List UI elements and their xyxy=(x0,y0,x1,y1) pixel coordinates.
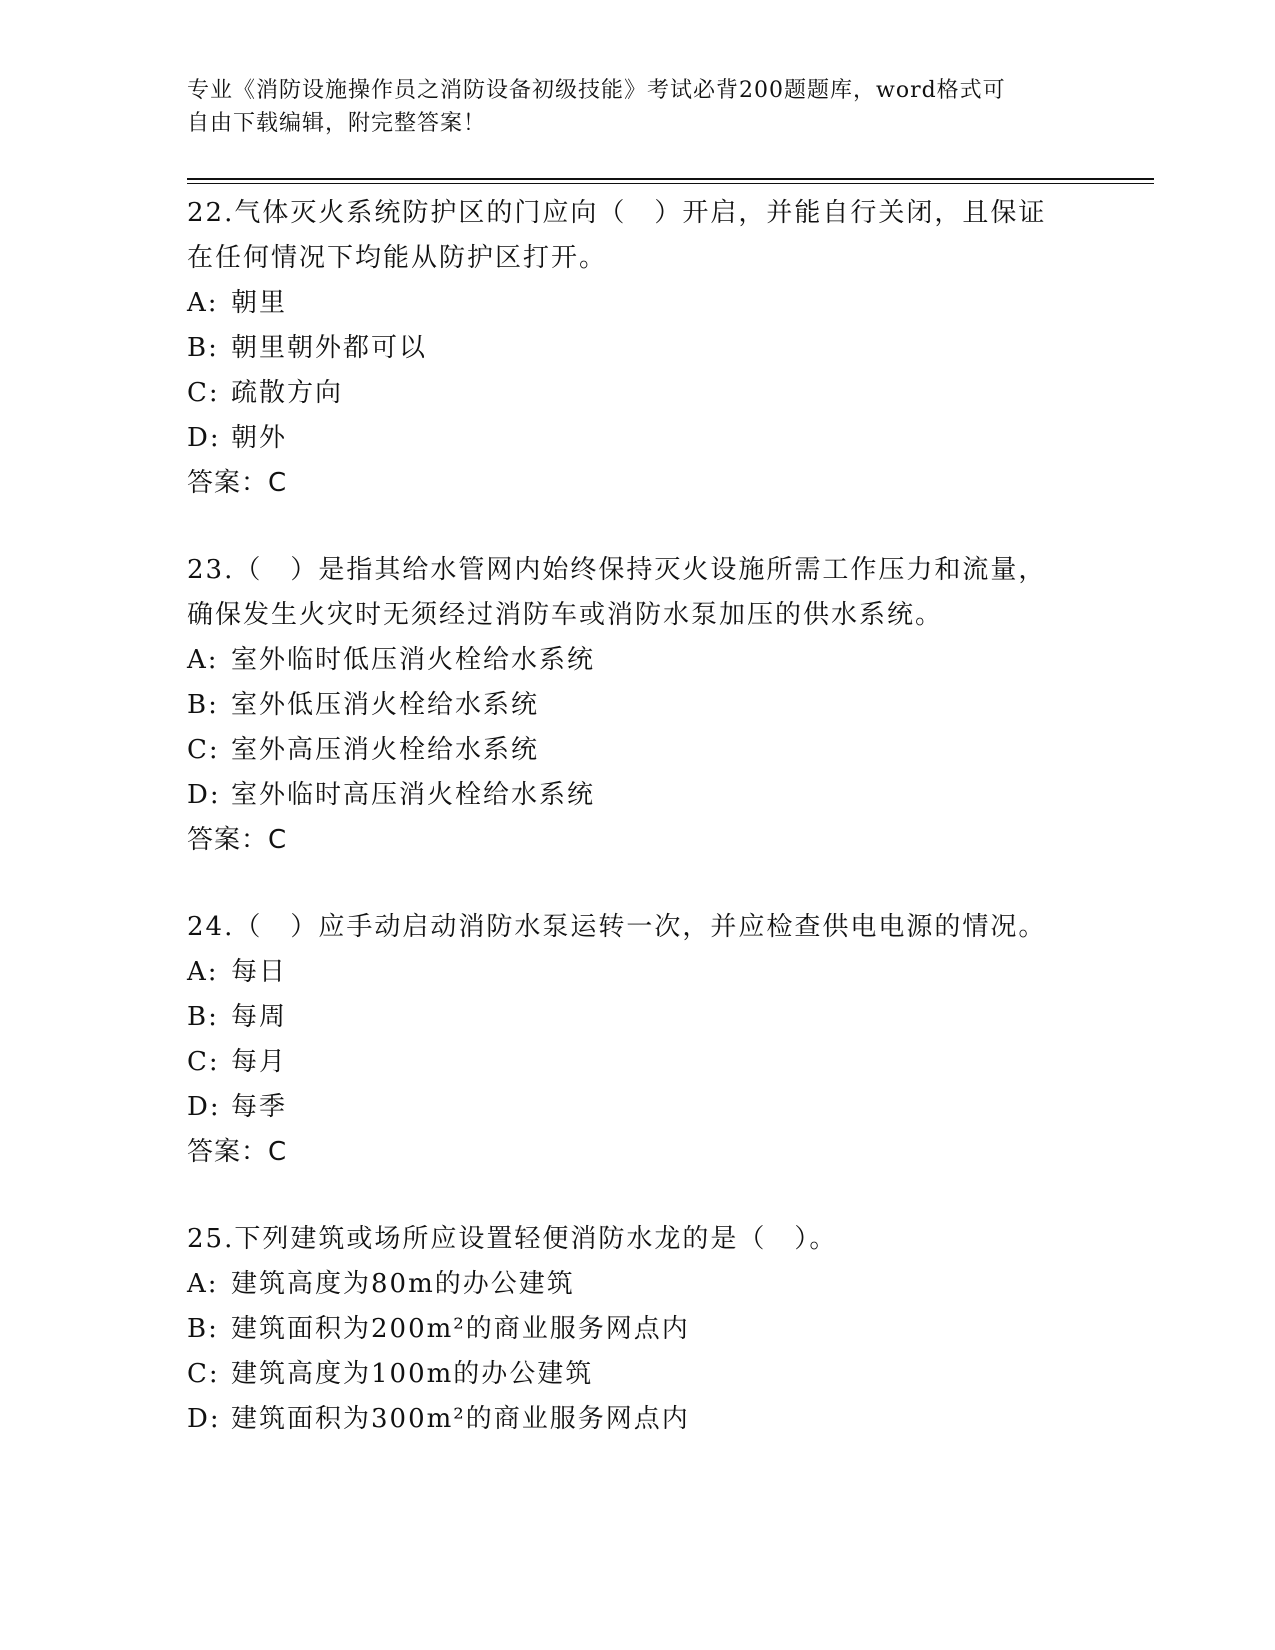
answer-line: 答案：C xyxy=(187,468,288,498)
option-c xyxy=(187,728,1147,773)
option-text: 室外临时高压消火栓给水系统 xyxy=(231,780,596,810)
option-key: A: xyxy=(187,288,219,318)
option-text: 建筑面积为200m²的商业服务网点内 xyxy=(231,1314,690,1344)
option-text: 朝外 xyxy=(231,423,288,453)
answer-line: 答案：C xyxy=(187,825,288,855)
option-text: 建筑高度为100m的办公建筑 xyxy=(231,1359,594,1389)
option-a xyxy=(187,950,1147,995)
option-text: 建筑面积为300m²的商业服务网点内 xyxy=(231,1404,690,1434)
option-text: 室外临时低压消火栓给水系统 xyxy=(231,645,596,675)
header-divider-thick xyxy=(187,178,1154,180)
question-stem xyxy=(187,548,1067,638)
option-b xyxy=(187,326,1147,371)
option-key: B: xyxy=(187,333,219,363)
option-d xyxy=(187,773,1147,818)
option-text: 朝里 xyxy=(231,288,288,318)
option-c xyxy=(187,371,1147,416)
question-stem-line: 在任何情况下均能从防护区打开。 xyxy=(187,243,608,273)
option-text: 建筑高度为80m的办公建筑 xyxy=(231,1269,575,1299)
question-stem-line: 24.（ ）应手动启动消防水泵运转一次，并应检查供电电源的情况。 xyxy=(187,912,1047,942)
question-24 xyxy=(187,905,1147,1175)
option-key: C: xyxy=(187,378,220,408)
option-key: B: xyxy=(187,1002,219,1032)
option-b xyxy=(187,1307,1147,1352)
question-22 xyxy=(187,191,1147,506)
option-text: 每季 xyxy=(231,1092,288,1122)
option-a xyxy=(187,638,1147,683)
option-key: C: xyxy=(187,1047,220,1077)
question-stem-line: 22.气体灭火系统防护区的门应向（ ）开启，并能自行关闭，且保证 xyxy=(187,198,1047,228)
option-d xyxy=(187,1085,1147,1130)
option-c xyxy=(187,1352,1147,1397)
option-key: A: xyxy=(187,957,219,987)
option-text: 室外低压消火栓给水系统 xyxy=(231,690,540,720)
question-stem xyxy=(187,905,1067,950)
option-key: D: xyxy=(187,1092,221,1122)
option-a xyxy=(187,281,1147,326)
header-divider-thin xyxy=(187,183,1154,184)
question-23 xyxy=(187,548,1147,863)
question-stem-line: 确保发生火灾时无须经过消防车或消防水泵加压的供水系统。 xyxy=(187,600,944,630)
option-text: 室外高压消火栓给水系统 xyxy=(231,735,540,765)
option-key: C: xyxy=(187,735,220,765)
document-header xyxy=(187,74,1087,140)
option-key: A: xyxy=(187,645,219,675)
question-25 xyxy=(187,1217,1147,1442)
header-line-2: 自由下载编辑，附完整答案！ xyxy=(187,111,487,136)
option-text: 每周 xyxy=(231,1002,288,1032)
option-key: B: xyxy=(187,1314,219,1344)
option-text: 每月 xyxy=(231,1047,288,1077)
option-b xyxy=(187,995,1147,1040)
option-d xyxy=(187,1397,1147,1442)
option-key: B: xyxy=(187,690,219,720)
option-key: A: xyxy=(187,1269,219,1299)
option-key: C: xyxy=(187,1359,220,1389)
option-key: D: xyxy=(187,780,221,810)
option-text: 每日 xyxy=(231,957,288,987)
question-stem-line: 25.下列建筑或场所应设置轻便消防水龙的是（ ）。 xyxy=(187,1224,838,1254)
option-text: 朝里朝外都可以 xyxy=(231,333,428,363)
header-line-1: 专业《消防设施操作员之消防设备初级技能》考试必背200题题库，word格式可 xyxy=(187,78,1006,103)
option-c xyxy=(187,1040,1147,1085)
option-text: 疏散方向 xyxy=(231,378,344,408)
question-stem xyxy=(187,1217,1067,1262)
option-a xyxy=(187,1262,1147,1307)
option-key: D: xyxy=(187,423,221,453)
option-key: D: xyxy=(187,1404,221,1434)
question-list xyxy=(187,191,1147,1484)
answer-line: 答案：C xyxy=(187,1137,288,1167)
question-stem xyxy=(187,191,1067,281)
question-stem-line: 23.（ ）是指其给水管网内始终保持灭火设施所需工作压力和流量， xyxy=(187,555,1047,585)
option-b xyxy=(187,683,1147,728)
option-d xyxy=(187,416,1147,461)
